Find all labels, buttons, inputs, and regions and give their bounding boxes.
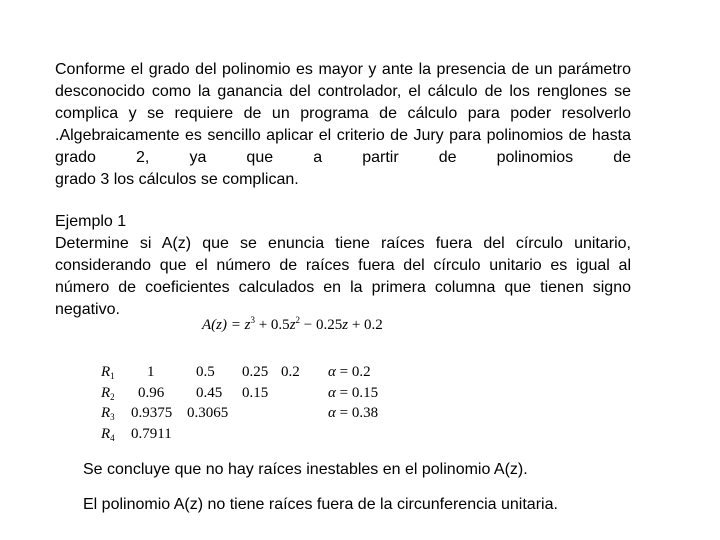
equation-exp-2: 2 xyxy=(295,315,301,325)
table-cell: 0.96 xyxy=(138,385,165,401)
table-cell: 0.3065 xyxy=(187,405,229,421)
equation-coef-05: + 0.5 xyxy=(254,317,290,333)
table-cell: 1 xyxy=(147,364,155,380)
intro-paragraph-text: Conforme el grado del polinomio es mayor y ante la presencia de un parámetro desconocido como la ganancia del controlador, el cálculo de los renglones se complica y se requiere de un programa de cálculo para poder resolverlo .Algebraicamente es sencillo aplicar el criterio de Jury para polinomios de hasta grado 2, ya que a partir de polinomios de xyxy=(55,61,631,166)
alpha-value: α = 0.15 xyxy=(328,385,379,401)
table-cell: 0.15 xyxy=(242,385,269,401)
example-text: Determine si A(z) que se enuncia tiene raíces fuera del círculo unitario, considerando que el número de raíces fuera del círculo unitario es igual al número de coeficientes calculados en la primera columna que tienen signo negativo. xyxy=(55,235,631,318)
table-cell: 0.9375 xyxy=(131,405,173,421)
equation-var-z2: z xyxy=(289,317,296,333)
row-label-r2: $R_2$ xyxy=(101,385,115,402)
equation-var-z: z xyxy=(342,317,349,333)
alpha-value: α = 0.2 xyxy=(328,364,371,380)
example-heading: Ejemplo 1 xyxy=(55,213,127,230)
table-cell: 0.45 xyxy=(196,385,223,401)
table-cell: 0.25 xyxy=(242,364,269,380)
table-cell: 0.2 xyxy=(281,364,300,380)
example-block xyxy=(55,211,631,321)
table-cell: 0.5 xyxy=(196,364,215,380)
row-label-r1: $R_1$ xyxy=(101,364,115,381)
alpha-value: α = 0.38 xyxy=(328,405,379,421)
equation-const: + 0.2 xyxy=(348,317,383,333)
polynomial-equation xyxy=(202,317,383,334)
row-label-r3: $R_3$ xyxy=(101,405,115,422)
equation-coef-025: − 0.25 xyxy=(300,317,343,333)
equation-term-z3: z xyxy=(244,317,251,333)
conclusion-2: El polinomio A(z) no tiene raíces fuera de la circunferencia unitaria. xyxy=(83,496,558,513)
equation-lhs: A(z) = xyxy=(202,317,245,333)
row-label-r4: $R_4$ xyxy=(101,426,115,443)
intro-paragraph-last-line: grado 3 los cálculos se complican. xyxy=(55,171,299,188)
conclusion-1: Se concluye que no hay raíces inestables en el polinomio A(z). xyxy=(83,461,528,478)
equation-exp-3: 3 xyxy=(250,315,255,325)
table-cell: 0.7911 xyxy=(131,426,172,442)
intro-paragraph xyxy=(55,59,631,191)
